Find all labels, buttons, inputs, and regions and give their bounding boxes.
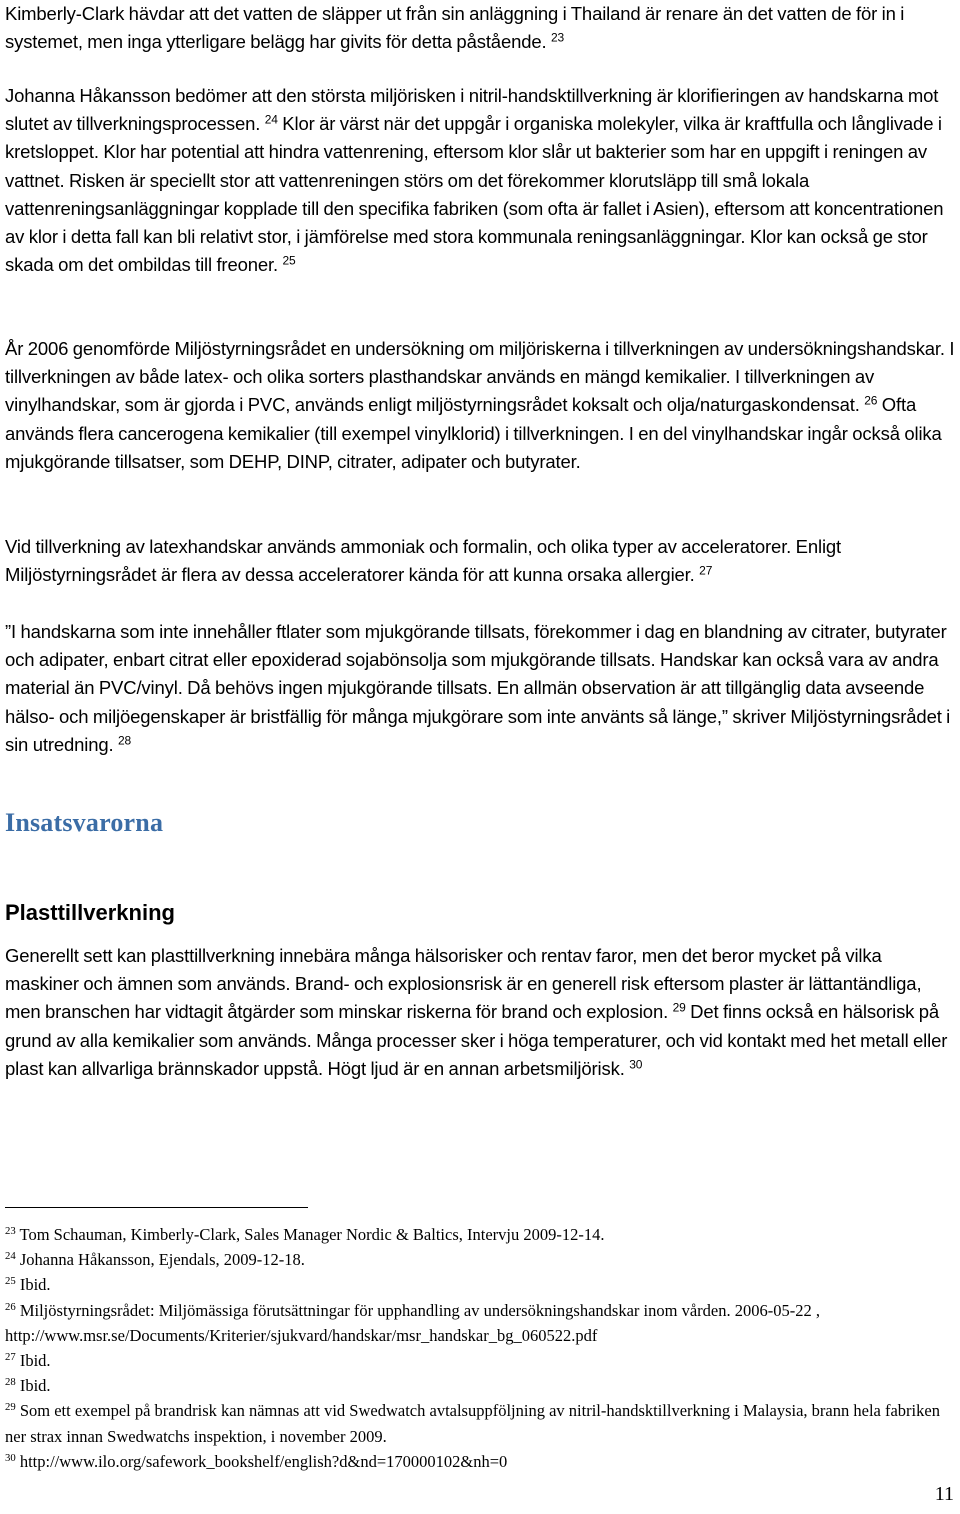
paragraph-text: ”I handskarna som inte innehåller ftlater som mjukgörande tillsats, förekommer i dag en blandning av citrater, butyrater och adipater, enbart citrat eller epoxiderad sojabönsolja som mjukgörande tillsats. Handskar kan också vara av andra material än PVC/vinyl. Då behövs ingen mjukgörande tillsats. En allmän observation är att tillgänglig data avseende hälso- och miljöegenskaper är bristfällig för många mjukgörare som inte använts så länge,” skriver Miljöstyrningsrådet i sin utredning. bbox=[5, 621, 951, 755]
footnote-text: Som ett exempel på brandrisk kan nämnas att vid Swedwatch avtalsuppföljning av nitril-handsktillverkning i Malaysia, brann hela fabriken ner strax innan Swedwatchs inspektion, i november 2009. bbox=[5, 1401, 940, 1446]
paragraph-kimberly-clark bbox=[5, 0, 957, 56]
footnote-number: 24 bbox=[5, 1250, 16, 1263]
footnote-24 bbox=[5, 1247, 950, 1272]
paragraph-text: Vid tillverkning av latexhandskar används ammoniak och formalin, och olika typer av acceleratorer. Enligt Miljöstyrningsrådet är flera av dessa acceleratorer kända för att kunna orsaka allergier. bbox=[5, 536, 842, 586]
footnote-text: Ibid. bbox=[15, 1351, 51, 1371]
footnotes bbox=[5, 1222, 950, 1474]
paragraph-miljostyrningsradet bbox=[5, 335, 957, 476]
page-number: 11 bbox=[934, 1483, 954, 1505]
footnote-ref-25[interactable]: 25 bbox=[282, 253, 296, 268]
paragraph-chlorination bbox=[5, 82, 957, 279]
footnote-ref-24[interactable]: 24 bbox=[264, 112, 278, 127]
paragraph-text: Johanna Håkansson bedömer att den största miljörisken i nitril-handsktillverkning är klorifieringen av handskarna mot slutet av tillverkningsprocessen. bbox=[5, 85, 939, 135]
footnote-text[interactable]: Miljöstyrningsrådet: Miljömässiga förutsättningar för upphandling av undersökningshandskar inom vården. 2006-05-22 , http://www.msr.se/Documents/Kriterier/sjukvard/handskar/msr_handskar_bg_060522.pdf bbox=[5, 1300, 820, 1345]
footnote-30 bbox=[5, 1449, 950, 1474]
footnote-number: 26 bbox=[5, 1300, 16, 1313]
footnote-number: 30 bbox=[5, 1451, 16, 1464]
footnote-text[interactable]: http://www.ilo.org/safework_bookshelf/english?d&nd=170000102&nh=0 bbox=[15, 1451, 508, 1471]
footnote-text: Johanna Håkansson, Ejendals, 2009-12-18. bbox=[15, 1250, 305, 1270]
footnote-number: 28 bbox=[5, 1376, 16, 1389]
footnote-29 bbox=[5, 1398, 950, 1448]
footnote-number: 23 bbox=[5, 1225, 16, 1238]
footnote-text: Ibid. bbox=[15, 1275, 51, 1295]
footnote-text: Tom Schauman, Kimberly-Clark, Sales Manager Nordic & Baltics, Intervju 2009-12-14. bbox=[15, 1225, 605, 1244]
footnote-ref-26[interactable]: 26 bbox=[864, 393, 878, 408]
paragraph-plastics bbox=[5, 942, 957, 1083]
paragraph-quote bbox=[5, 618, 957, 759]
footnote-23 bbox=[5, 1222, 950, 1247]
footnote-25 bbox=[5, 1272, 950, 1297]
paragraph-text: Klor är värst när det uppgår i organiska molekyler, vilka är kraftfulla och långlivade i kretsloppet. Klor har potential att hindra vattenrening, eftersom klor slår ut bakterier som har en uppgift i reningen av vattnet. Risken är speciellt stor att vattenreningen störs om det förekommer klorutsläpp till små lokala vattenreningsanläggningar kopplade till den specifika fabriken (som ofta är fallet i Asien), eftersom att koncentrationen av klor i detta fall kan bli relativt stor, i jämförelse med stora kommunala reningsanläggningar. Klor kan också ge stor skada om det ombildas till freoner. bbox=[5, 113, 944, 276]
paragraph-text: Ofta används flera cancerogena kemikalier (till exempel vinylklorid) i tillverkningen. I en del vinylhandskar ingår också olika mjukgörande tillsatser, som DEHP, DINP, citrater, adipater och butyrater. bbox=[5, 394, 942, 472]
footnote-27 bbox=[5, 1348, 950, 1373]
footnote-28 bbox=[5, 1373, 950, 1398]
paragraph-text: Generellt sett kan plasttillverkning innebära många hälsorisker och rentav faror, men det beror mycket på vilka maskiner och ämnen som används. Brand- och explosionsrisk är en generell risk eftersom plaster är lättantändliga, men branschen har vidtagit åtgärder som minskar riskerna för brand och explosion. bbox=[5, 945, 922, 1023]
footnote-26 bbox=[5, 1298, 950, 1348]
sub-heading: Plasttillverkning bbox=[5, 900, 175, 925]
paragraph-text: Det finns också en hälsorisk på grund av alla kemikalier som används. Många processer sker i höga temperaturer, och vid kontakt med het metall eller plast kan allvarliga brännskador uppstå. Högt ljud är en annan arbetsmiljörisk. bbox=[5, 1001, 948, 1079]
footnote-text: Ibid. bbox=[15, 1376, 51, 1396]
paragraph-text: Kimberly-Clark hävdar att det vatten de släpper ut från sin anläggning i Thailand är renare än det vatten de för in i systemet, men inga ytterligare belägg har givits för detta påstående. bbox=[5, 3, 905, 53]
footnote-number: 25 bbox=[5, 1275, 16, 1288]
footnote-ref-29[interactable]: 29 bbox=[672, 1000, 686, 1015]
paragraph-text: År 2006 genomförde Miljöstyrningsrådet en undersökning om miljöriskerna i tillverkningen av undersökningshandskar. I tillverkningen av både latex- och olika sorters plasthandskar används en mängd kemikalier. I tillverkningen av vinylhandskar, som är gjorda i PVC, används enligt miljöstyrningsrådet koksalt och olja/naturgaskondensat. bbox=[5, 338, 955, 416]
footnote-ref-27[interactable]: 27 bbox=[699, 563, 713, 578]
paragraph-latex bbox=[5, 533, 957, 589]
footnote-number: 27 bbox=[5, 1351, 16, 1364]
footnote-ref-30[interactable]: 30 bbox=[629, 1057, 643, 1072]
footnote-ref-23[interactable]: 23 bbox=[551, 30, 565, 45]
footnote-ref-28[interactable]: 28 bbox=[117, 733, 132, 748]
footnote-separator bbox=[5, 1207, 308, 1208]
footnote-number: 29 bbox=[5, 1401, 16, 1414]
section-heading: Insatsvarorna bbox=[5, 808, 164, 837]
